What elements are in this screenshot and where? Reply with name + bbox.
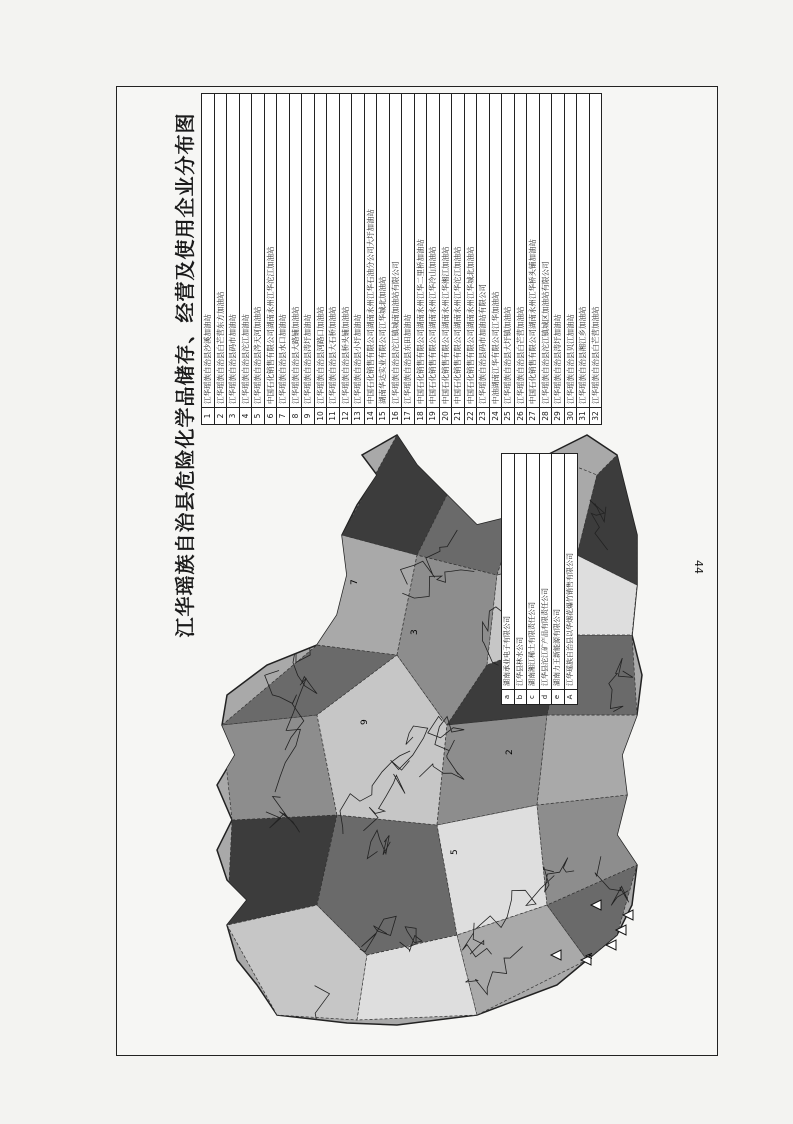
station-legend-row: [590, 94, 603, 424]
road-line: [245, 607, 275, 643]
station-number: 28: [540, 407, 552, 424]
station-name: 江华瑶族自治县大石桥加油站: [328, 306, 337, 404]
station-legend-row: [565, 94, 578, 424]
rotated-map-sheet: [117, 87, 717, 1055]
station-name: 中国石化销售有限公司湖南永州江华冷山加油站: [428, 246, 437, 404]
station-name: 江华瑶族自治县沱江加油站: [240, 314, 250, 404]
station-name: 江华瑶族自治县小圩加油站: [353, 314, 362, 404]
station-name: 江华瑶族自治县东田加油站: [403, 314, 412, 404]
township-region: [537, 715, 637, 805]
company-id: b: [515, 689, 527, 704]
company-name: 湖南承业电子有限公司: [503, 616, 511, 686]
station-name: 江华瑶族自治县桥头铺加油站: [340, 306, 350, 404]
station-legend-row: [390, 94, 403, 424]
station-legend-row: [265, 94, 278, 424]
page-number: 44: [692, 560, 705, 574]
station-legend-row: [465, 94, 478, 424]
station-number: 14: [365, 407, 377, 424]
station-name: 中国石化销售有限公司湖南永州江华城北加油站: [465, 246, 475, 404]
station-legend-row: [577, 94, 590, 424]
station-name: 江华瑶族自治县白芒营东方加油站: [215, 291, 225, 404]
station-legend-row: [502, 94, 515, 424]
station-number: 18: [415, 407, 427, 424]
station-name: 中油湖南江华有限公司江华加油站: [490, 291, 500, 404]
station-number: 6: [265, 407, 277, 424]
station-legend-row: [552, 94, 565, 424]
station-legend-row: [277, 94, 290, 424]
station-legend-row: [227, 94, 240, 424]
station-name: 湖南华达实业有限公司江华城北加油站: [378, 276, 387, 404]
map-page-frame: [116, 86, 718, 1056]
company-name: 江华瑶族自治县以华烟花爆竹销售有限公司: [565, 553, 574, 686]
station-legend-row: [315, 94, 328, 424]
road-line: [275, 538, 302, 597]
station-name: 江华瑶族自治县贝江加油站: [565, 314, 575, 404]
map-point-label: 3: [410, 629, 420, 635]
map-point-label: 7: [350, 579, 360, 585]
station-number: 32: [590, 407, 602, 424]
station-number: 20: [440, 407, 452, 424]
station-number: 8: [290, 407, 302, 424]
station-name: 中国石化销售有限公司湖南永州江华沱江加油站: [453, 246, 462, 404]
station-number: 4: [240, 407, 252, 424]
station-legend-row: [202, 94, 215, 424]
station-legend-row: [402, 94, 415, 424]
station-name: 江华瑶族自治县沙溪加油站: [203, 314, 212, 404]
station-name: 中国石化销售有限公司湖南永州江华沱江加油站: [265, 246, 275, 404]
company-id: c: [527, 689, 539, 704]
station-legend-row: [515, 94, 528, 424]
station-number: 13: [352, 407, 364, 424]
station-name: 江华瑶族自治县沱江镇城南加油站有限公司: [390, 261, 400, 404]
station-number: 24: [490, 407, 502, 424]
station-legend-row: [452, 94, 465, 424]
station-number: 5: [252, 407, 264, 424]
station-name: 中国石化销售有限公司湖南永州江华二里桥加油站: [415, 239, 425, 404]
map-point-label: A: [585, 952, 595, 959]
station-legend-row: [527, 94, 540, 424]
station-number: 16: [390, 407, 402, 424]
station-name: 江华瑶族自治县湘江乡加油站: [578, 306, 587, 404]
station-number: 25: [502, 407, 514, 424]
station-legend-row: [415, 94, 428, 424]
station-legend-row: [377, 94, 390, 424]
station-legend-row: [352, 94, 365, 424]
station-legend-row: [215, 94, 228, 424]
station-name: 中国石化销售有限公司湖南永州江华湘江加油站: [440, 246, 450, 404]
company-id: A: [565, 689, 577, 704]
station-name: 中国石化销售有限公司湖南永州江华石油分公司大圩加油站: [365, 209, 375, 404]
station-legend-row: [327, 94, 340, 424]
station-number: 9: [302, 407, 314, 424]
company-legend-row: [515, 454, 528, 704]
map-point-label: 5: [450, 849, 460, 855]
station-number: 22: [465, 407, 477, 424]
station-legend-row: [290, 94, 303, 424]
station-name: 江华瑶族自治县沱江镇城区加油站有限公司: [540, 261, 550, 404]
company-name: 湖南湘江稀土有限责任公司: [528, 602, 537, 686]
company-id: d: [540, 689, 552, 704]
station-name: 江华瑶族自治县大路铺加油站: [290, 306, 300, 404]
station-number: 15: [377, 407, 389, 424]
station-name: 江华瑶族自治县涛圩加油站: [303, 314, 312, 404]
station-name: 江华瑶族自治县大圩镇加油站: [503, 306, 512, 404]
station-number: 1: [202, 407, 214, 424]
station-name: 中国石化销售有限公司湖南永州江华桥头铺加油站: [528, 239, 537, 404]
company-id: a: [502, 689, 514, 704]
station-number: 12: [340, 407, 352, 424]
station-name: 江华瑶族自治县涔天河加油站: [253, 306, 262, 404]
map-point-label: 9: [360, 719, 370, 725]
station-legend-row: [490, 94, 503, 424]
station-number: 2: [215, 407, 227, 424]
company-legend-row: [540, 454, 553, 704]
station-number: 10: [315, 407, 327, 424]
map-point-label: 2: [505, 749, 515, 755]
company-legend-row: [552, 454, 565, 704]
station-name: 江华瑶族自治县河路口加油站: [315, 306, 325, 404]
station-number: 3: [227, 407, 239, 424]
station-number: 23: [477, 407, 489, 424]
station-name: 江华瑶族自治县涛圩加油站: [553, 314, 562, 404]
road-line: [287, 567, 317, 605]
station-name: 江华瑶族自治县码市加油站有限公司: [478, 284, 487, 404]
station-number: 27: [527, 407, 539, 424]
company-name: 江华县沱江矿产品有限责任公司: [540, 588, 549, 686]
station-number: 21: [452, 407, 464, 424]
station-legend-row: [240, 94, 253, 424]
station-name: 江华瑶族自治县水口加油站: [278, 314, 287, 404]
road-line: [243, 536, 283, 567]
station-legend-row: [540, 94, 553, 424]
station-legend-row: [252, 94, 265, 424]
station-number: 19: [427, 407, 439, 424]
station-number: 11: [327, 407, 339, 424]
gas-station-legend: [201, 93, 602, 425]
station-legend-row: [365, 94, 378, 424]
station-number: 31: [577, 407, 589, 424]
company-name: 湖南力王新能源有限公司: [553, 609, 562, 686]
station-name: 江华瑶族自治县白芒营加油站: [590, 306, 600, 404]
station-number: 29: [552, 407, 564, 424]
map-title: 江华瑶族自治县危险化学品储存、经营及使用企业分布图: [173, 112, 197, 638]
station-number: 7: [277, 407, 289, 424]
company-id: e: [552, 689, 564, 704]
station-number: 17: [402, 407, 414, 424]
company-name: 江华县林水公司: [515, 637, 524, 686]
station-number: 30: [565, 407, 577, 424]
station-name: 江华瑶族自治县码市加油站: [228, 314, 237, 404]
station-number: 26: [515, 407, 527, 424]
station-name: 江华瑶族自治县白芒营加油站: [515, 306, 525, 404]
company-legend-row: [527, 454, 540, 704]
station-legend-row: [440, 94, 453, 424]
company-legend-row: [502, 454, 515, 704]
station-legend-row: [427, 94, 440, 424]
company-legend: [501, 453, 578, 705]
station-legend-row: [340, 94, 353, 424]
township-region: [222, 715, 337, 820]
station-legend-row: [302, 94, 315, 424]
company-legend-row: [565, 454, 578, 704]
station-legend-row: [477, 94, 490, 424]
